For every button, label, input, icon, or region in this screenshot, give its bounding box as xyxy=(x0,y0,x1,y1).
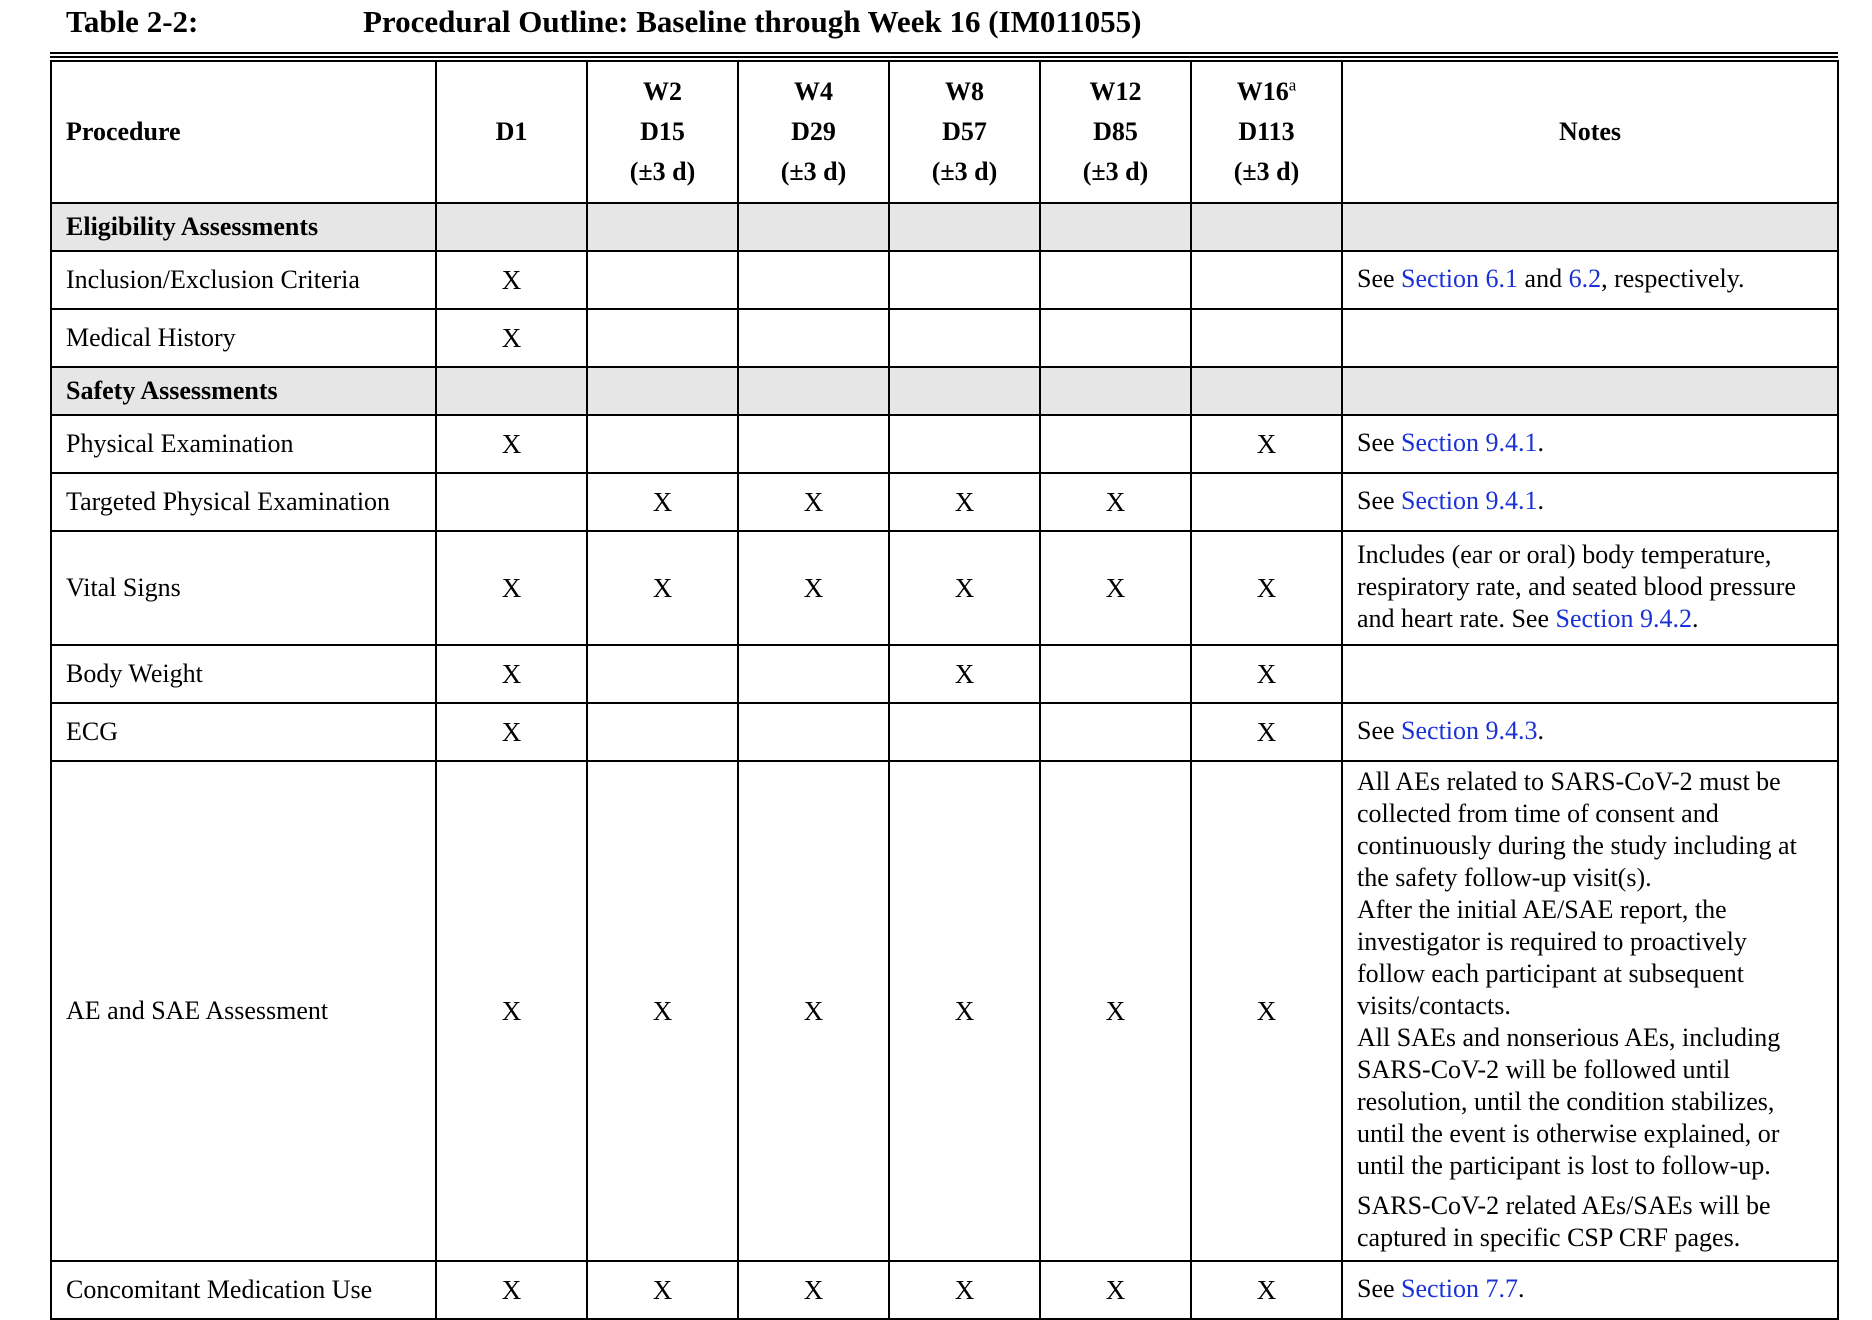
header-w8-day: D57 xyxy=(942,117,987,146)
mark-w12 xyxy=(1040,703,1191,761)
mark-w8 xyxy=(889,703,1040,761)
caption-rule-bottom xyxy=(50,56,1838,58)
table-row xyxy=(51,761,1838,1261)
mark-w4: X xyxy=(738,473,889,531)
mark-w2: X xyxy=(587,1261,738,1319)
table-row xyxy=(51,1261,1838,1319)
header-w16-footnote: a xyxy=(1288,75,1297,95)
mark-w12: X xyxy=(1040,761,1191,1261)
mark-w8 xyxy=(889,251,1040,309)
section-row-eligibility xyxy=(51,203,1838,251)
mark-w16: X xyxy=(1191,703,1342,761)
mark-w8 xyxy=(889,309,1040,367)
header-w12-day: D85 xyxy=(1093,117,1138,146)
table-row xyxy=(51,251,1838,309)
notes-cell: See Section 9.4.1. xyxy=(1342,415,1838,473)
header-notes: Notes xyxy=(1342,61,1838,203)
header-w8-week: W8 xyxy=(945,77,984,106)
header-w2 xyxy=(587,61,738,203)
header-w4 xyxy=(738,61,889,203)
caption-rule-top xyxy=(50,52,1838,54)
procedural-outline-table xyxy=(50,60,1839,1320)
notes-paragraph: After the initial AE/SAE report, the investigator is required to proactively follow each participant at subsequent visits/contacts. xyxy=(1357,895,1747,1020)
procedure-label: Concomitant Medication Use xyxy=(51,1261,436,1319)
mark-w16: X xyxy=(1191,645,1342,703)
mark-w16: X xyxy=(1191,415,1342,473)
mark-w8: X xyxy=(889,1261,1040,1319)
mark-w12: X xyxy=(1040,473,1191,531)
mark-w4 xyxy=(738,645,889,703)
notes-cell: See Section 9.4.3. xyxy=(1342,703,1838,761)
notes-cell: See Section 6.1 and 6.2, respectively. xyxy=(1342,251,1838,309)
notes-paragraph: All AEs related to SARS-CoV-2 must be collected from time of consent and continuously during the study including at the safety follow-up visit(s). xyxy=(1357,767,1797,892)
header-w16-week-line xyxy=(1192,72,1341,112)
header-w2-window: (±3 d) xyxy=(629,157,696,186)
header-w12 xyxy=(1040,61,1191,203)
mark-w4 xyxy=(738,309,889,367)
mark-w2 xyxy=(587,251,738,309)
notes-cell: Includes (ear or oral) body temperature, respiratory rate, and seated blood pressure and heart rate. See Section 9.4.2. xyxy=(1342,531,1838,645)
notes-paragraph: SARS-CoV-2 related AEs/SAEs will be captured in specific CSP CRF pages. xyxy=(1357,1191,1771,1252)
header-w12-window: (±3 d) xyxy=(1082,157,1149,186)
header-w8 xyxy=(889,61,1040,203)
header-w4-day: D29 xyxy=(791,117,836,146)
table-number: Table 2-2: xyxy=(66,4,199,39)
mark-w2: X xyxy=(587,473,738,531)
mark-w16 xyxy=(1191,473,1342,531)
header-w16 xyxy=(1191,61,1342,203)
mark-w2 xyxy=(587,309,738,367)
header-w2-week: W2 xyxy=(643,77,682,106)
notes-cell xyxy=(1342,645,1838,703)
section-label: Safety Assessments xyxy=(51,367,436,415)
table-title: Procedural Outline: Baseline through Week 16 (IM011055) xyxy=(363,4,1142,39)
mark-w2 xyxy=(587,645,738,703)
section-row-safety xyxy=(51,367,1838,415)
mark-w2: X xyxy=(587,531,738,645)
header-w16-day: D113 xyxy=(1238,117,1295,146)
section-link[interactable]: 6.2 xyxy=(1568,264,1602,293)
procedure-label: AE and SAE Assessment xyxy=(51,761,436,1261)
mark-w16 xyxy=(1191,251,1342,309)
header-w16-week: W16 xyxy=(1236,77,1289,106)
mark-w8 xyxy=(889,415,1040,473)
table-row xyxy=(51,415,1838,473)
procedure-label: Physical Examination xyxy=(51,415,436,473)
header-w4-window: (±3 d) xyxy=(780,157,847,186)
section-link[interactable]: Section 9.4.1 xyxy=(1401,428,1538,457)
table-row xyxy=(51,703,1838,761)
mark-d1: X xyxy=(436,645,587,703)
header-row xyxy=(51,61,1838,203)
header-w2-day: D15 xyxy=(640,117,685,146)
mark-w4: X xyxy=(738,1261,889,1319)
mark-w12 xyxy=(1040,309,1191,367)
notes-cell: See Section 9.4.1. xyxy=(1342,473,1838,531)
mark-w16: X xyxy=(1191,1261,1342,1319)
mark-d1: X xyxy=(436,703,587,761)
procedure-label: Body Weight xyxy=(51,645,436,703)
procedure-label: Vital Signs xyxy=(51,531,436,645)
table-row xyxy=(51,531,1838,645)
header-w12-week: W12 xyxy=(1089,77,1142,106)
mark-w8: X xyxy=(889,645,1040,703)
mark-w12 xyxy=(1040,251,1191,309)
mark-w4 xyxy=(738,703,889,761)
mark-w4: X xyxy=(738,761,889,1261)
procedure-label: ECG xyxy=(51,703,436,761)
mark-w4: X xyxy=(738,531,889,645)
table-row xyxy=(51,309,1838,367)
section-link[interactable]: Section 9.4.3 xyxy=(1401,716,1538,745)
mark-w4 xyxy=(738,415,889,473)
notes-cell: See Section 7.7. xyxy=(1342,1261,1838,1319)
section-label: Eligibility Assessments xyxy=(51,203,436,251)
section-link[interactable]: Section 7.7 xyxy=(1401,1274,1519,1303)
header-procedure: Procedure xyxy=(51,61,436,203)
mark-d1 xyxy=(436,473,587,531)
header-w8-window: (±3 d) xyxy=(931,157,998,186)
procedure-label: Targeted Physical Examination xyxy=(51,473,436,531)
notes-cell xyxy=(1342,309,1838,367)
notes-cell xyxy=(1342,761,1838,1261)
section-link[interactable]: Section 9.4.1 xyxy=(1401,486,1538,515)
mark-w16 xyxy=(1191,309,1342,367)
mark-w2 xyxy=(587,415,738,473)
mark-w12: X xyxy=(1040,1261,1191,1319)
procedure-label: Inclusion/Exclusion Criteria xyxy=(51,251,436,309)
section-link[interactable]: Section 9.4.2 xyxy=(1555,604,1693,633)
mark-d1: X xyxy=(436,309,587,367)
mark-w2: X xyxy=(587,761,738,1261)
mark-d1: X xyxy=(436,761,587,1261)
mark-w12 xyxy=(1040,415,1191,473)
mark-w12 xyxy=(1040,645,1191,703)
mark-w8: X xyxy=(889,473,1040,531)
mark-d1: X xyxy=(436,251,587,309)
mark-d1: X xyxy=(436,415,587,473)
procedure-label: Medical History xyxy=(51,309,436,367)
table-row xyxy=(51,645,1838,703)
mark-w8: X xyxy=(889,531,1040,645)
section-link[interactable]: Section 6.1 xyxy=(1401,264,1519,293)
mark-w4 xyxy=(738,251,889,309)
mark-w16: X xyxy=(1191,761,1342,1261)
notes-paragraph: All SAEs and nonserious AEs, including SARS-CoV-2 will be followed until resolution, until the condition stabilizes, until the event is otherwise explained, or until the participant is lost to follow-up. xyxy=(1357,1023,1781,1180)
mark-d1: X xyxy=(436,531,587,645)
header-d1: D1 xyxy=(436,61,587,203)
mark-w8: X xyxy=(889,761,1040,1261)
header-w4-week: W4 xyxy=(794,77,833,106)
mark-w12: X xyxy=(1040,531,1191,645)
mark-d1: X xyxy=(436,1261,587,1319)
mark-w2 xyxy=(587,703,738,761)
header-w16-window: (±3 d) xyxy=(1233,157,1300,186)
table-row xyxy=(51,473,1838,531)
mark-w16: X xyxy=(1191,531,1342,645)
